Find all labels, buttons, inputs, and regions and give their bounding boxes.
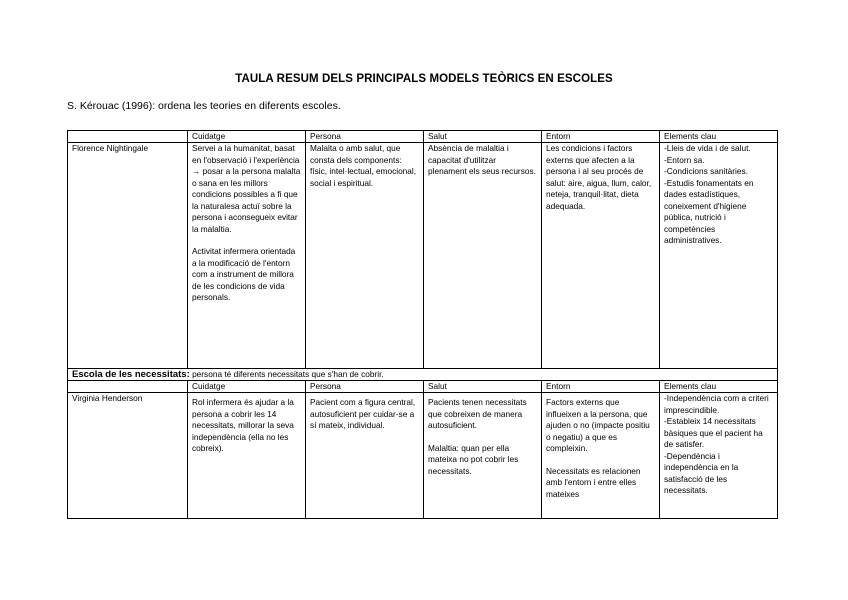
entorn-paragraph: Factors externs que influeixen a la persona, que ajuden o no (impacte positiu o negatiu) a que es compleixin. [546,397,650,453]
table-header-row [68,131,778,143]
salut-paragraph: Pacients tenen necessitats que cobreixen de manera autosuficient. [428,397,527,430]
entorn-cell [542,393,660,519]
persona-cell: Malalta o amb salut, que consta dels components: físic, intel·lectual, emocional, social i espiritual. [306,143,424,369]
cuidatge-paragraph: Servei a la humanitat, basat en l'observació i l'experiència → posar a la persona malalta o sana en les millors condicions possibles a fi que la naturalesa actuï sobre la persona i aconsegueix evitar la malaltia. [192,143,301,234]
header-cell-empty [68,131,188,143]
persona-cell: Pacient com a figura central, autosuficient per cuidar-se a sí mateix, individual. [306,393,424,519]
section-description: persona té diferents necessitats que s'han de cobrir. [189,369,384,379]
salut-paragraph: Malaltia: quan per ella mateixa no pot cobrir les necessitats. [428,442,519,476]
header-cell-elements: Elements clau [660,381,778,393]
table-row-henderson [68,393,778,519]
list-item: -Entorn sa. [664,154,705,165]
cuidatge-paragraph: Activitat infermera orientada a la modificació de l'entorn com a instrument de millora de les condicions de vida personals. [192,246,296,302]
document-title: TAULA RESUM DELS PRINCIPALS MODELS TEÒRICS EN ESCOLES [235,73,613,85]
cuidatge-cell [188,143,306,369]
section-title: Escola de les necessitats: [72,369,190,380]
header-cell-entorn: Entorn [542,381,660,393]
header-cell-cuidatge: Cuidatge [188,131,306,143]
list-item: -Estableix 14 necessitats bàsiques que el pacient ha de satisfer. [664,416,763,449]
salut-cell: Absència de malaltia i capacitat d'utilitzar plenament els seus recursos. [424,143,542,369]
table-row-nightingale [68,143,778,369]
header-cell-empty [68,381,188,393]
header-cell-cuidatge: Cuidatge [188,381,306,393]
section-title-cell [68,369,778,381]
models-table [67,130,778,519]
model-name: Virginia Henderson [68,393,188,519]
salut-cell [424,393,542,519]
cuidatge-cell: Rol infermera és ajudar a la persona a cobrir les 14 necessitats, millorar la seva independència (ella no les cobreix). [188,393,306,519]
list-item: -Independència com a criteri imprescindible. [664,393,769,415]
section-header-row [68,381,778,393]
header-cell-persona: Persona [306,381,424,393]
header-cell-elements: Elements clau [660,131,778,143]
model-name: Florence Nightingale [68,143,188,369]
header-cell-salut: Salut [424,131,542,143]
header-cell-entorn: Entorn [542,131,660,143]
elements-cell [660,393,778,519]
entorn-paragraph: Necessitats es relacionen amb l'entorn i entre elles mateixes [546,465,641,499]
intro-text: S. Kérouac (1996): ordena les teories en diferents escoles. [67,100,341,112]
header-cell-salut: Salut [424,381,542,393]
section-row [68,369,778,381]
list-item: -Condicions sanitàries. [664,166,748,176]
list-item: -Dependència i independència en la satisfacció de les necessitats. [664,450,739,495]
header-cell-persona: Persona [306,131,424,143]
list-item: -Lleis de vida i de salut. [664,143,751,153]
entorn-cell: Les condicions i factors externs que afecten a la persona i al seu procés de salut: aire, aigua, llum, calor, neteja, tranquil·litat, dieta adequada. [542,143,660,369]
list-item: -Estudis fonamentats en dades estadístiques, coneixement d'higiene pública, nutrició i competències administratives. [664,177,754,245]
elements-cell [660,143,778,369]
